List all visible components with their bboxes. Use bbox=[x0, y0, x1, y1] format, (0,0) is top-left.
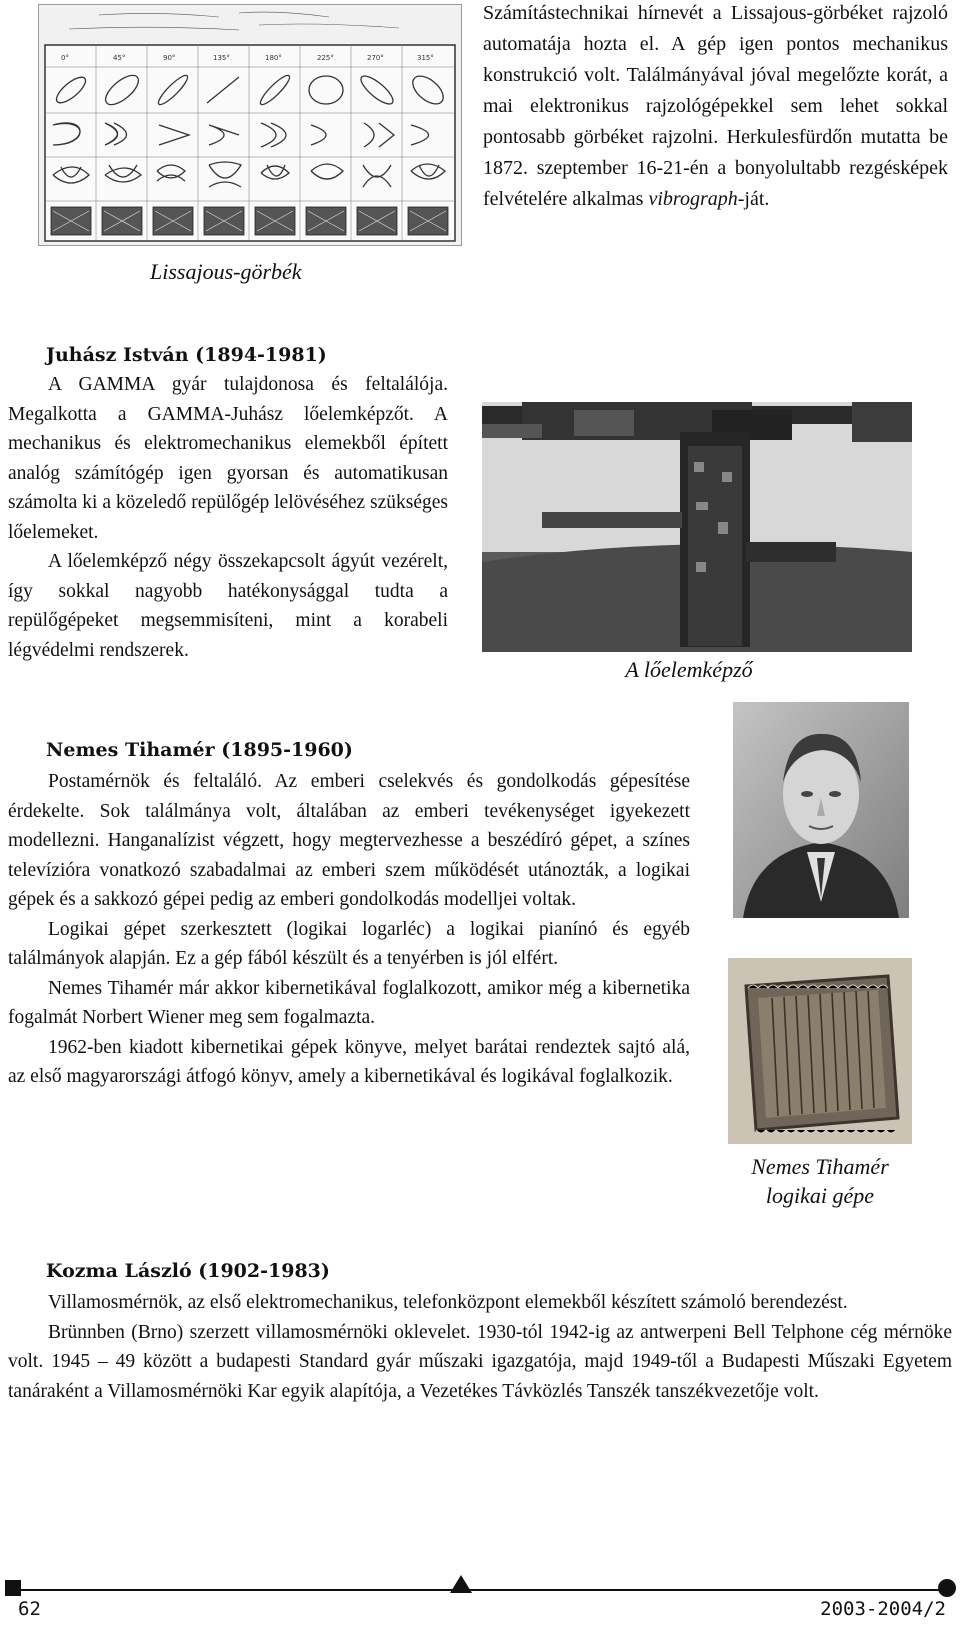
juhasz-heading: Juhász István (1894-1981) bbox=[46, 344, 327, 366]
svg-text:90°: 90° bbox=[163, 54, 176, 62]
nemes-text bbox=[8, 767, 690, 1092]
nemes-paragraph-1: Postamérnök és feltaláló. Az emberi cselekvés és gondolkodás gépesítése érdekelte. Sok találmánya volt, általában az emberi tevékenységet igyekezett modellezni. Hanganalízist végzett, hogy megtervezhesse a beszédíró gépet, a színes televízióra vonatkozó szabadalmai az emberi szem működését utánozták, a logikai gépek és a sakkozó gépei pedig az emberi gondolkodás modelljei voltak. bbox=[8, 771, 690, 910]
footer-square-marker bbox=[5, 1580, 21, 1596]
nemes-paragraph-2: Logikai gépet szerkesztett (logikai logarléc) a logikai pianínó és egyéb találmányok alapján. Ez a gép fából készült és a tenyérben is jól elfért. bbox=[8, 918, 690, 969]
logic-machine-caption bbox=[728, 1152, 912, 1210]
lissajous-paragraph-text: Számítástechnikai hírnevét a Lissajous-görbéket rajzoló automatája hozta el. A gép igen pontos mechanikus konstrukció volt. Találmányával jóval megelőzte korát, a mai elektronikus rajzológépekkel sem lehet sokkal pontosabb görbéket rajzolni. Herkulesfürdőn mutatta be 1872. szeptember 16-21-én a bonyolultabb rezgésképek felvételére alkalmas bbox=[483, 2, 948, 210]
juhasz-paragraph-2: A lőelemképző négy összekapcsolt ágyút vezérelt, így sokkal nagyobb hatékonysággal tudta a repülőgépeket megsemmisíteni, mint a korabeli légvédelmi rendszerek. bbox=[8, 551, 448, 661]
svg-text:45°: 45° bbox=[113, 54, 126, 62]
kozma-text bbox=[8, 1288, 952, 1406]
footer-circle-marker bbox=[938, 1579, 956, 1597]
nemes-portrait-photo bbox=[733, 702, 909, 918]
lissajous-curves-image bbox=[39, 5, 461, 245]
svg-text:135°: 135° bbox=[213, 54, 230, 62]
vibrograph-term: vibrograph bbox=[648, 188, 738, 210]
logic-machine-caption-line-2: logikai gépe bbox=[765, 1183, 875, 1208]
juhasz-paragraph-1: A GAMMA gyár tulajdonosa és feltalálója. Megalkotta a GAMMA-Juhász lőelemképzőt. A mechanikus és elektromechanikus elemekből épített analóg számítógép igen gyorsan és automatikusan számolta ki a közeledő repülőgép lelövéséhez szükséges lőelemeket. bbox=[8, 374, 448, 543]
loelemkepzo-photo bbox=[482, 402, 912, 652]
loelemkepzo-image bbox=[482, 402, 912, 652]
footer-rule bbox=[12, 1589, 948, 1591]
issue-number: 2003-2004/2 bbox=[820, 1598, 946, 1620]
footer-triangle-marker bbox=[449, 1574, 473, 1594]
logic-machine-image bbox=[728, 958, 912, 1144]
kozma-heading: Kozma László (1902-1983) bbox=[46, 1260, 330, 1282]
nemes-paragraph-4: 1962-ben kiadott kibernetikai gépek könyve, melyet barátai rendeztek sajtó alá, az első magyarországi átfogó könyv, amely a kibernetikával és logikával foglalkozik. bbox=[8, 1036, 690, 1087]
svg-text:270°: 270° bbox=[367, 54, 384, 62]
svg-text:0°: 0° bbox=[61, 54, 69, 62]
nemes-heading: Nemes Tihamér (1895-1960) bbox=[46, 739, 353, 761]
lissajous-paragraph bbox=[483, 0, 948, 215]
nemes-portrait-image bbox=[733, 702, 909, 918]
svg-text:180°: 180° bbox=[265, 54, 282, 62]
svg-text:315°: 315° bbox=[417, 54, 434, 62]
svg-text:225°: 225° bbox=[317, 54, 334, 62]
nemes-paragraph-3: Nemes Tihamér már akkor kibernetikával foglalkozott, amikor még a kibernetika fogalmát Norbert Wiener meg sem fogalmazta. bbox=[8, 977, 690, 1028]
loelemkepzo-caption: A lőelemképző bbox=[625, 657, 753, 682]
page-number: 62 bbox=[18, 1598, 41, 1620]
lissajous-caption: Lissajous-görbék bbox=[150, 259, 302, 284]
logic-machine-photo bbox=[728, 958, 912, 1144]
kozma-paragraph-1: Villamosmérnök, az első elektromechanikus, telefonközpont elemekből készített számoló berendezést. bbox=[48, 1292, 848, 1313]
logic-machine-caption-line-1: Nemes Tihamér bbox=[751, 1154, 889, 1179]
lissajous-figure bbox=[38, 4, 462, 246]
kozma-paragraph-2: Brünnben (Brno) szerzett villamosmérnöki oklevelet. 1930-tól 1942-ig az antwerpeni Bell Telphone cég mérnöke volt. 1945 – 49 között a budapesti Standard gyár műszaki igazgatója, majd 1949-től a Budapesti Műszaki Egyetem tanáraként a Villamosmérnöki Kar egyik alapítója, a Vezetékes Távközlés Tanszék tanszékvezetője volt. bbox=[8, 1321, 952, 1402]
juhasz-text bbox=[8, 370, 448, 665]
lissajous-paragraph-tail: -ját. bbox=[737, 188, 770, 210]
